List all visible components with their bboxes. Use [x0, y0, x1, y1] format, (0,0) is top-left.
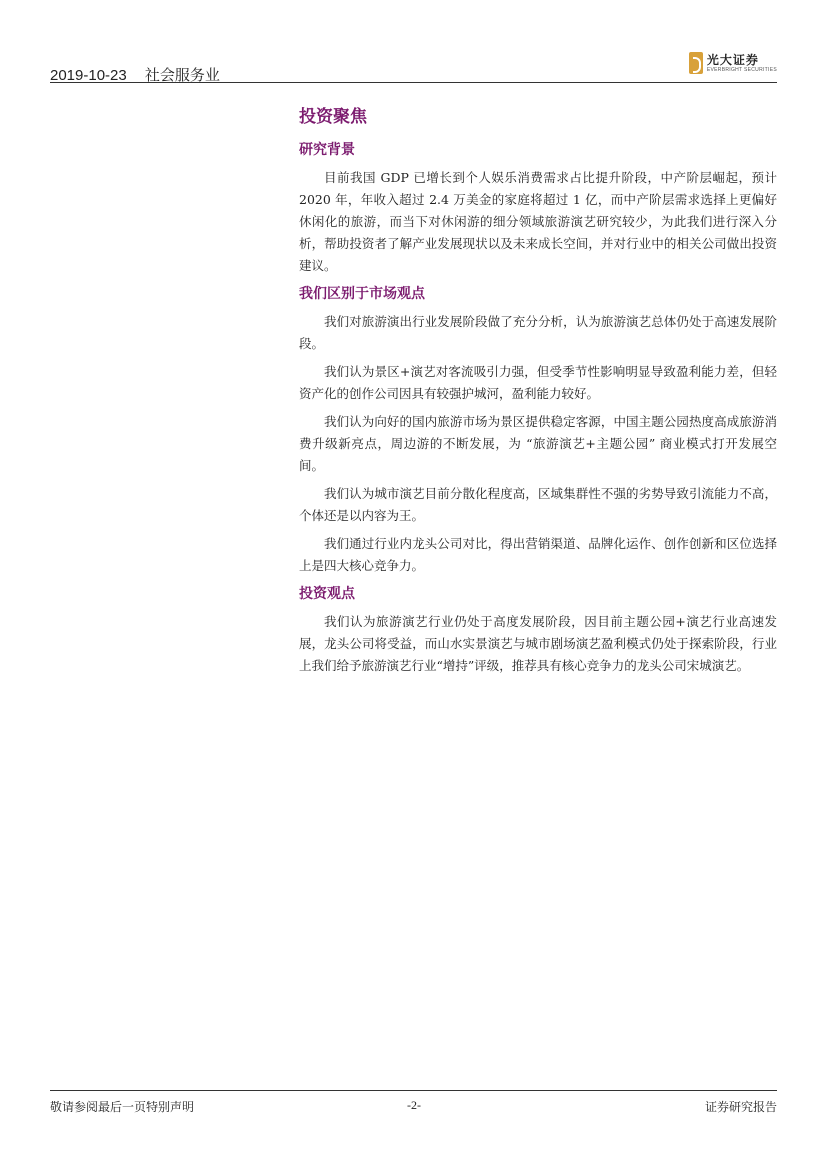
- logo-cn-text: 光大证券: [706, 52, 759, 67]
- paragraph: 我们认为景区+演艺对客流吸引力强，但受季节性影响明显导致盈利能力差，但轻资产化的创作公司因具有较强护城河，盈利能力较好。: [299, 364, 777, 401]
- section-heading-differentiation: 我们区别于市场观点: [299, 286, 425, 302]
- header-divider: [50, 82, 777, 83]
- main-content: [299, 100, 777, 683]
- section-heading-investment-view: 投资观点: [299, 586, 355, 602]
- report-date: 2019-10-23: [50, 67, 127, 84]
- paragraph: 我们通过行业内龙头公司对比，得出营销渠道、品牌化运作、创作创新和区位选择上是四大核心竞争力。: [299, 536, 777, 573]
- paragraph: 目前我国 GDP 已增长到个人娱乐消费需求占比提升阶段，中产阶层崛起，预计 2020 年，年收入超过 2.4 万美金的家庭将超过 1 亿，而中产阶层需求选择上更偏好休闲化的旅游，而当下对休闲游的细分领域旅游演艺研究较少，为此我们进行深入分析，帮助投资者了解产业发展现状以及未来成长空间，并对行业中的相关公司做出投资建议。: [299, 170, 777, 273]
- page-footer: [50, 1098, 777, 1118]
- page-number: -2-: [407, 1098, 421, 1112]
- logo-mark-icon: [689, 52, 703, 74]
- paragraph: 我们认为城市演艺目前分散化程度高，区域集群性不强的劣势导致引流能力不高，个体还是以内容为王。: [299, 486, 777, 523]
- paragraph: 我们对旅游演出行业发展阶段做了充分分析，认为旅游演艺总体仍处于高速发展阶段。: [299, 314, 777, 351]
- footer-divider: [50, 1090, 777, 1091]
- page-title: 投资聚焦: [299, 107, 367, 127]
- paragraph: 我们认为旅游演艺行业仍处于高度发展阶段，因目前主题公园+演艺行业高速发展，龙头公司将受益，而山水实景演艺与城市剧场演艺盈利模式仍处于探索阶段，行业上我们给予旅游演艺行业“增持”评级，推荐具有核心竞争力的龙头公司宋城演艺。: [299, 614, 777, 673]
- disclaimer-note: 敬请参阅最后一页特别声明: [50, 1100, 195, 1114]
- section-heading-background: 研究背景: [299, 142, 355, 158]
- logo-en-text: EVERBRIGHT SECURITIES: [706, 66, 777, 73]
- sector-name: 社会服务业: [144, 67, 220, 84]
- paragraph: 我们认为向好的国内旅游市场为景区提供稳定客源，中国主题公园热度高成旅游消费升级新亮点，周边游的不断发展，为 “旅游演艺+主题公园” 商业模式打开发展空间。: [299, 414, 777, 473]
- page-header: [50, 52, 777, 84]
- company-logo: [689, 52, 777, 74]
- report-type: 证券研究报告: [704, 1100, 777, 1114]
